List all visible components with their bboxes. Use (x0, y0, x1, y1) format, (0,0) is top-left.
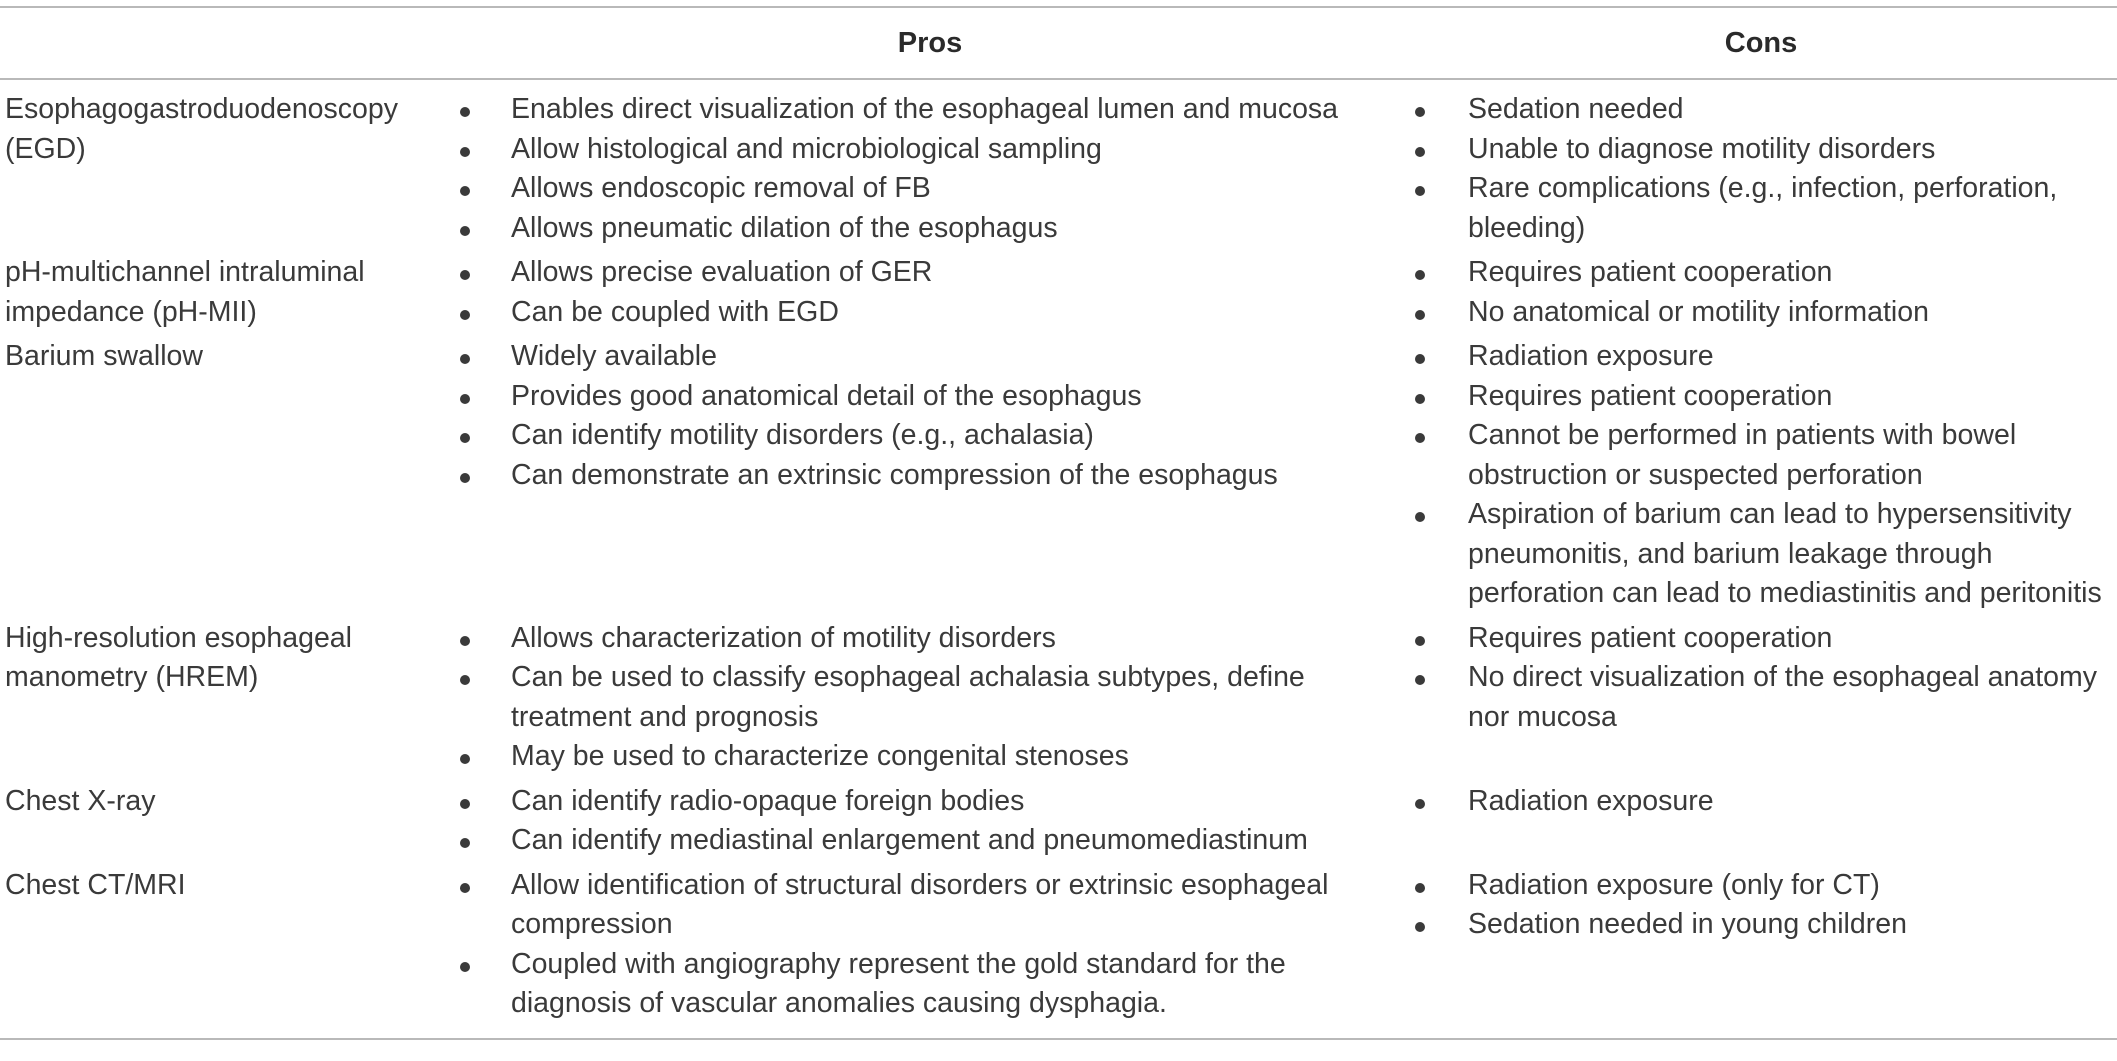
header-pros: Pros (455, 7, 1405, 79)
pros-cell (455, 866, 1405, 1039)
pro-list-item (455, 209, 1405, 249)
bullet-icon (460, 394, 470, 404)
pro-list-item (455, 377, 1405, 417)
con-list-item (1410, 377, 2117, 417)
con-list-item (1410, 90, 2117, 130)
bullet-icon (1415, 147, 1425, 157)
pro-text: Coupled with angiography represent the gold standard for the diagnosis of vascular anomalies causing dysphagia. (511, 947, 1286, 1019)
cons-list (1410, 337, 2117, 614)
pros-cell (455, 619, 1405, 782)
bullet-icon (1415, 636, 1425, 646)
pros-list (455, 619, 1405, 777)
table-row (0, 619, 2117, 782)
bullet-icon (460, 147, 470, 157)
pro-text: Provides good anatomical detail of the esophagus (511, 379, 1142, 412)
con-list-item (1410, 337, 2117, 377)
pros-cell (455, 337, 1405, 619)
pro-text: Allow identification of structural disorders or extrinsic esophageal compression (511, 868, 1329, 940)
table-row (0, 337, 2117, 619)
pro-list-item (455, 130, 1405, 170)
bullet-icon (1415, 270, 1425, 280)
pros-list (455, 90, 1405, 248)
bullet-icon (1415, 394, 1425, 404)
cons-list (1410, 782, 2117, 822)
con-list-item (1410, 866, 2117, 906)
bullet-icon (460, 310, 470, 320)
pro-text: Widely available (511, 340, 717, 372)
pro-text: Allows pneumatic dilation of the esophagus (511, 211, 1058, 244)
pro-list-item (455, 293, 1405, 333)
cons-list (1410, 866, 2117, 945)
con-list-item (1410, 495, 2117, 614)
bullet-icon (460, 354, 470, 364)
bullet-icon (1415, 186, 1425, 196)
pro-list-item (455, 619, 1405, 659)
cons-cell (1405, 619, 2117, 782)
con-text: No anatomical or motility information (1468, 295, 1929, 328)
method-name: pH-multichannel intraluminal impedance (pH-MII) (5, 256, 365, 328)
cons-cell (1405, 79, 2117, 253)
con-list-item (1410, 253, 2117, 293)
bullet-icon (460, 675, 470, 685)
pro-list-item (455, 658, 1405, 737)
pro-list-item (455, 737, 1405, 777)
con-list-item (1410, 658, 2117, 737)
cons-list (1410, 253, 2117, 332)
bullet-icon (1415, 433, 1425, 443)
bullet-icon (460, 226, 470, 236)
pros-cell (455, 253, 1405, 337)
bullet-icon (1415, 512, 1425, 522)
bullet-icon (460, 754, 470, 764)
pro-list-item (455, 821, 1405, 861)
method-name: Chest CT/MRI (0, 866, 455, 1039)
diagnostic-methods-table (0, 6, 2117, 1040)
pros-cell (455, 79, 1405, 253)
bullet-icon (1415, 883, 1425, 893)
con-list-item (1410, 130, 2117, 170)
pros-list (455, 782, 1405, 861)
pros-list (455, 337, 1405, 495)
con-text: Sedation needed in young children (1468, 908, 1907, 940)
pro-text: Can identify radio-opaque foreign bodies (511, 784, 1025, 817)
table-row (0, 782, 2117, 866)
table-body (0, 79, 2117, 1039)
con-text: Cannot be performed in patients with bowel obstruction or suspected perforation (1468, 419, 2017, 491)
con-text: Requires patient cooperation (1468, 621, 1833, 654)
cons-cell (1405, 782, 2117, 866)
con-text: Unable to diagnose motility disorders (1468, 132, 1936, 165)
cons-cell (1405, 866, 2117, 1039)
pros-cell (455, 782, 1405, 866)
pro-list-item (455, 456, 1405, 496)
bullet-icon (460, 107, 470, 117)
pro-list-item (455, 866, 1405, 945)
con-text: No direct visualization of the esophageal anatomy nor mucosa (1468, 661, 2097, 733)
con-text: Requires patient cooperation (1468, 256, 1833, 288)
cons-list (1410, 619, 2117, 738)
pro-text: Can be used to classify esophageal achalasia subtypes, define treatment and prognosis (511, 661, 1305, 733)
pro-text: Allow histological and microbiological sampling (511, 132, 1102, 165)
bullet-icon (1415, 675, 1425, 685)
bullet-icon (460, 433, 470, 443)
bullet-icon (460, 883, 470, 893)
pro-text: Allows precise evaluation of GER (511, 256, 933, 288)
pro-text: Allows endoscopic removal of FB (511, 172, 931, 204)
bullet-icon (460, 838, 470, 848)
bullet-icon (460, 186, 470, 196)
bullet-icon (1415, 922, 1425, 932)
header-method (0, 7, 455, 79)
pros-list (455, 253, 1405, 332)
con-text: Radiation exposure (only for CT) (1468, 868, 1880, 901)
pro-text: Can be coupled with EGD (511, 295, 839, 328)
con-text: Sedation needed (1468, 93, 1684, 125)
pro-text: Can identify motility disorders (e.g., achalasia) (511, 419, 1094, 451)
pro-list-item (455, 416, 1405, 456)
method-name: Chest X-ray (5, 784, 156, 817)
bullet-icon (1415, 354, 1425, 364)
pro-text: Allows characterization of motility disorders (511, 621, 1056, 654)
bullet-icon (1415, 107, 1425, 117)
con-list-item (1410, 782, 2117, 822)
pro-list-item (455, 945, 1405, 1024)
con-list-item (1410, 905, 2117, 945)
method-name: Esophagogastroduodenoscopy (EGD) (5, 93, 398, 165)
bullet-icon (460, 799, 470, 809)
con-text: Radiation exposure (1468, 784, 1714, 817)
con-list-item (1410, 416, 2117, 495)
pros-list (455, 866, 1405, 1024)
method-name: Barium swallow (5, 340, 203, 372)
pro-list-item (455, 169, 1405, 209)
bullet-icon (460, 473, 470, 483)
bullet-icon (1415, 799, 1425, 809)
cons-cell (1405, 337, 2117, 619)
comparison-table-container (0, 6, 2117, 1040)
pro-text: May be used to characterize congenital stenoses (511, 740, 1129, 772)
table-row (0, 79, 2117, 253)
con-list-item (1410, 619, 2117, 659)
header-cons: Cons (1405, 7, 2117, 79)
con-list-item (1410, 169, 2117, 248)
pro-list-item (455, 90, 1405, 130)
con-text: Aspiration of barium can lead to hypersensitivity pneumonitis, and barium leakage through perforation can lead to mediastinitis and peritonitis (1468, 498, 2102, 609)
bullet-icon (460, 270, 470, 280)
con-text: Requires patient cooperation (1468, 379, 1833, 412)
bullet-icon (1415, 310, 1425, 320)
table-row (0, 866, 2117, 1039)
cons-list (1410, 90, 2117, 248)
method-name: High-resolution esophageal manometry (HREM) (5, 621, 352, 693)
con-text: Radiation exposure (1468, 340, 1714, 372)
con-text: Rare complications (e.g., infection, perforation, bleeding) (1468, 172, 2058, 244)
table-row (0, 253, 2117, 337)
pro-text: Can demonstrate an extrinsic compression of the esophagus (511, 458, 1278, 491)
bullet-icon (460, 962, 470, 972)
pro-text: Can identify mediastinal enlargement and pneumomediastinum (511, 824, 1308, 856)
bullet-icon (460, 636, 470, 646)
pro-list-item (455, 253, 1405, 293)
cons-cell (1405, 253, 2117, 337)
pro-list-item (455, 782, 1405, 822)
pro-list-item (455, 337, 1405, 377)
con-list-item (1410, 293, 2117, 333)
table-header-row (0, 7, 2117, 79)
pro-text: Enables direct visualization of the esophageal lumen and mucosa (511, 93, 1339, 125)
